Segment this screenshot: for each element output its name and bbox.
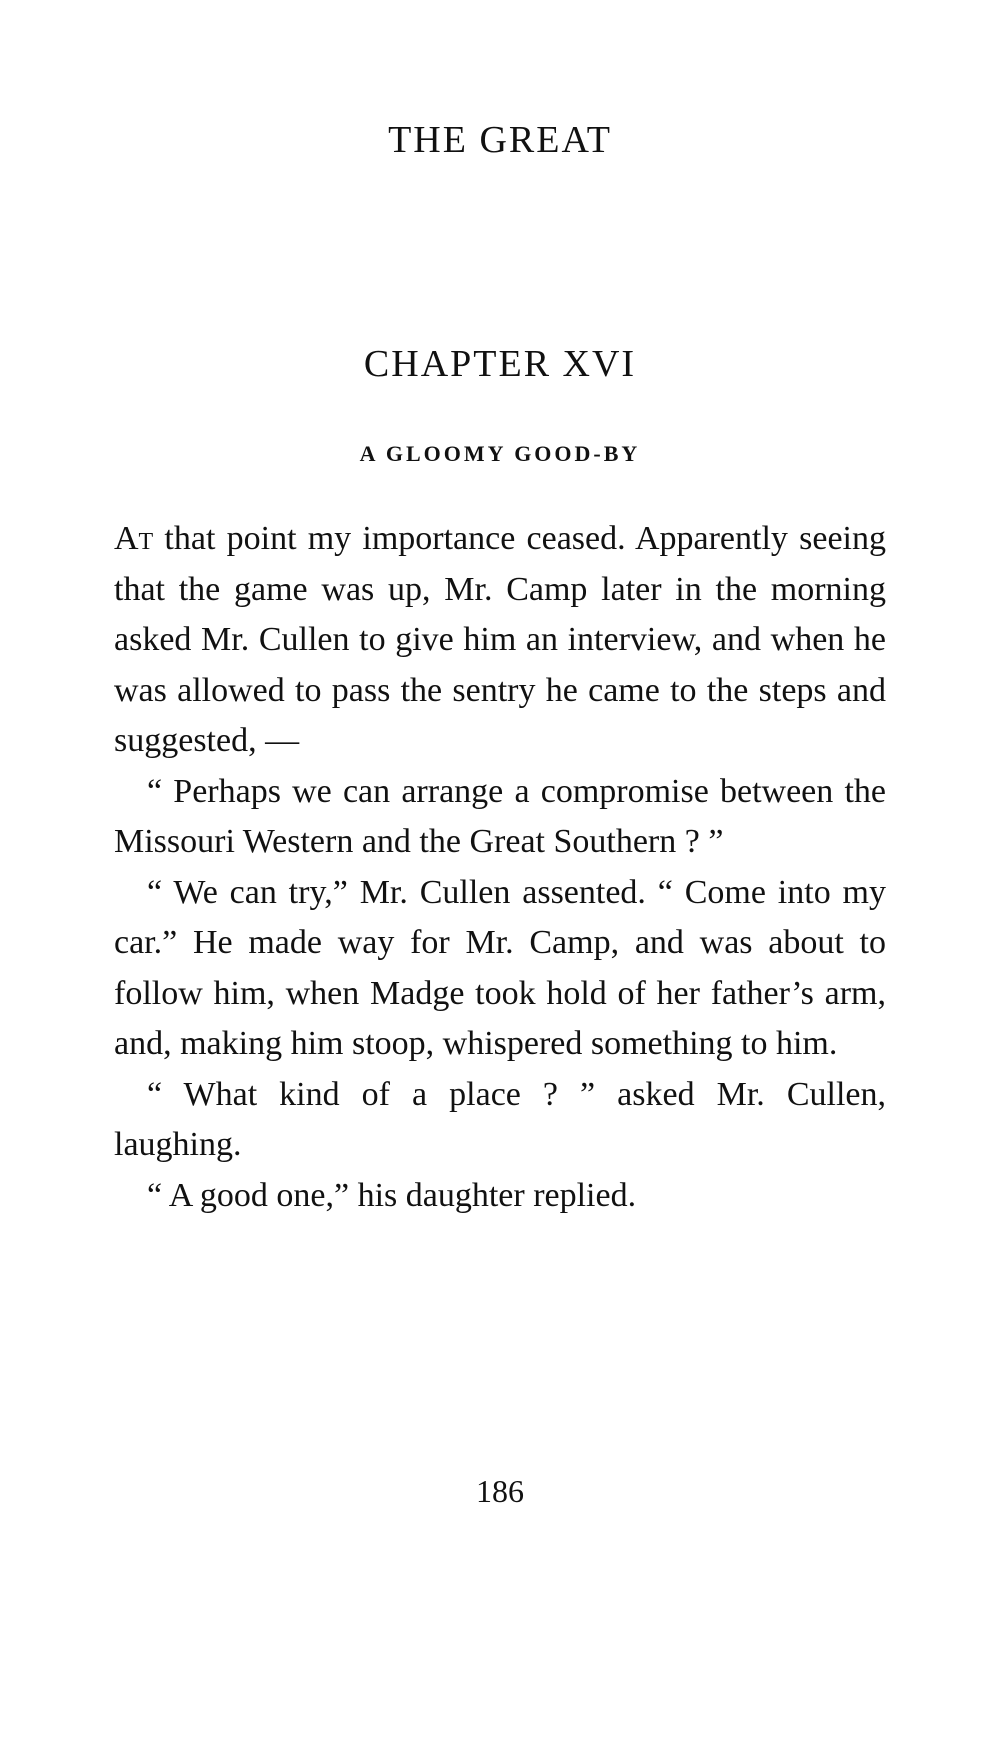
- paragraph-text: that point my importance ceased. Apparently seeing that the game was up, Mr. Camp later in the morning asked Mr. Cullen to give him an interview, and when he was allowed to pass the sentry he came to the steps and suggested, —: [114, 520, 886, 759]
- paragraph-1: [114, 514, 886, 767]
- chapter-title: CHAPTER XVI: [363, 343, 637, 385]
- paragraph-3: “ We can try,” Mr. Cullen assented. “ Come into my car.” He made way for Mr. Camp, and was about to follow him, when Madge took hold of her father’s arm, and, making him stoop, whispered something to him.: [114, 873, 886, 1062]
- running-head: THE GREAT: [388, 119, 612, 161]
- paragraph-4: “ What kind of a place ? ” asked Mr. Cullen, laughing.: [114, 1075, 886, 1163]
- chapter-subtitle: A GLOOMY GOOD-BY: [359, 441, 641, 466]
- body-text: [114, 514, 886, 1221]
- page-number: 186: [476, 1473, 524, 1509]
- paragraph-lead-word: At: [114, 520, 154, 557]
- paragraph-5: “ A good one,” his daughter replied.: [147, 1176, 637, 1214]
- paragraph-2: “ Perhaps we can arrange a compromise between the Missouri Western and the Great Southern ? ”: [114, 772, 886, 860]
